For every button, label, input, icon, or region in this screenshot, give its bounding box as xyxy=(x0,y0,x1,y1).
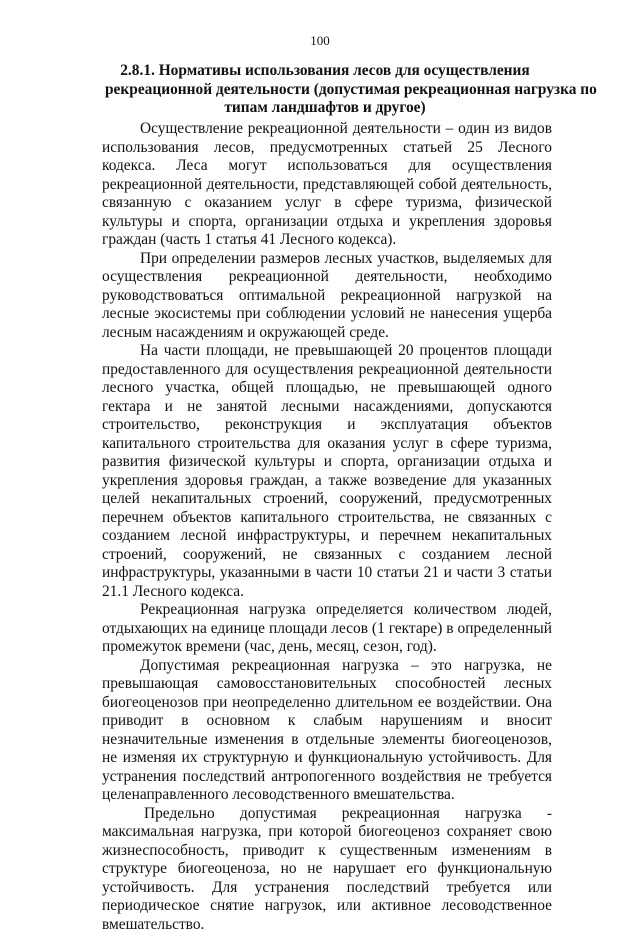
paragraph-recreational-load: Рекреационная нагрузка определяется количеством людей, отдыхающих на единице площади лесов (1 гектаре) в определенный промежуток времени (час, день, месяц, сезон, год). xyxy=(102,601,552,657)
heading-line-3: типам ландшафтов и другое) xyxy=(105,99,545,118)
paragraph-plot-size: При определении размеров лесных участков, выделяемых для осуществления рекреационной деятельности, необходимо руководствоваться оптимальной рекреационной нагрузкой на лесные экосистемы при соблюдении условий не нанесения ущерба лесным насаждениям и окружающей среде. xyxy=(102,250,552,343)
page-number: 100 xyxy=(0,33,640,49)
document-body xyxy=(102,120,552,934)
paragraph-maximum-load: Предельно допустимая рекреационная нагрузка - максимальная нагрузка, при которой биогеоценоз сохраняет свою жизнеспособность, приводит к существенным изменениям в структуре биогеоценоза, но не нарушает его функциональную устойчивость. Для устранения последствий требуется или периодическое снятие нагрузок, или активное лесоводственное вмешательство. xyxy=(102,805,552,934)
paragraph-permissible-load: Допустимая рекреационная нагрузка – это нагрузка, не превышающая самовосстановительных способностей лесных биогеоценозов при неопределенно длительном ее воздействии. Она приводит в основном к слабым нарушениям и вносит незначительные изменения в отдельные элементы биогеоценозов, не изменяя их структурную и функциональную устойчивость. Для устранения последствий антропогенного воздействия не требуется целенаправленного лесоводственного вмешательства. xyxy=(102,657,552,805)
section-heading xyxy=(105,62,545,118)
heading-line-1: 2.8.1. Нормативы использования лесов для осуществления xyxy=(105,62,545,81)
paragraph-construction-area: На части площади, не превышающей 20 процентов площади предоставленного для осуществления рекреационной деятельности лесного участка, общей площадью, не превышающей одного гектара и не занятой лесными насаждениями, допускаются строительство, реконструкция и эксплуатация объектов капитального строительства для оказания услуг в сфере туризма, развития физической культуры и спорта, организации отдыха и укрепления здоровья граждан, а также возведение для указанных целей некапитальных строений, сооружений, предусмотренных перечнем объектов капитального строительства, не связанных с созданием лесной инфраструктуры, и перечнем некапитальных строений, сооружений, не связанных с созданием лесной инфраструктуры, указанными в части 10 статьи 21 и части 3 статьи 21.1 Лесного кодекса. xyxy=(102,342,552,601)
paragraph-recreational-activity: Осуществление рекреационной деятельности – один из видов использования лесов, предусмотренных статьей 25 Лесного кодекса. Леса могут использоваться для осуществления рекреационной деятельности, представляющей собой деятельность, связанную с оказанием услуг в сфере туризма, физической культуры и спорта, организации отдыха и укрепления здоровья граждан (часть 1 статья 41 Лесного кодекса). xyxy=(102,120,552,250)
heading-line-2: рекреационной деятельности (допустимая рекреационная нагрузка по xyxy=(105,81,545,100)
